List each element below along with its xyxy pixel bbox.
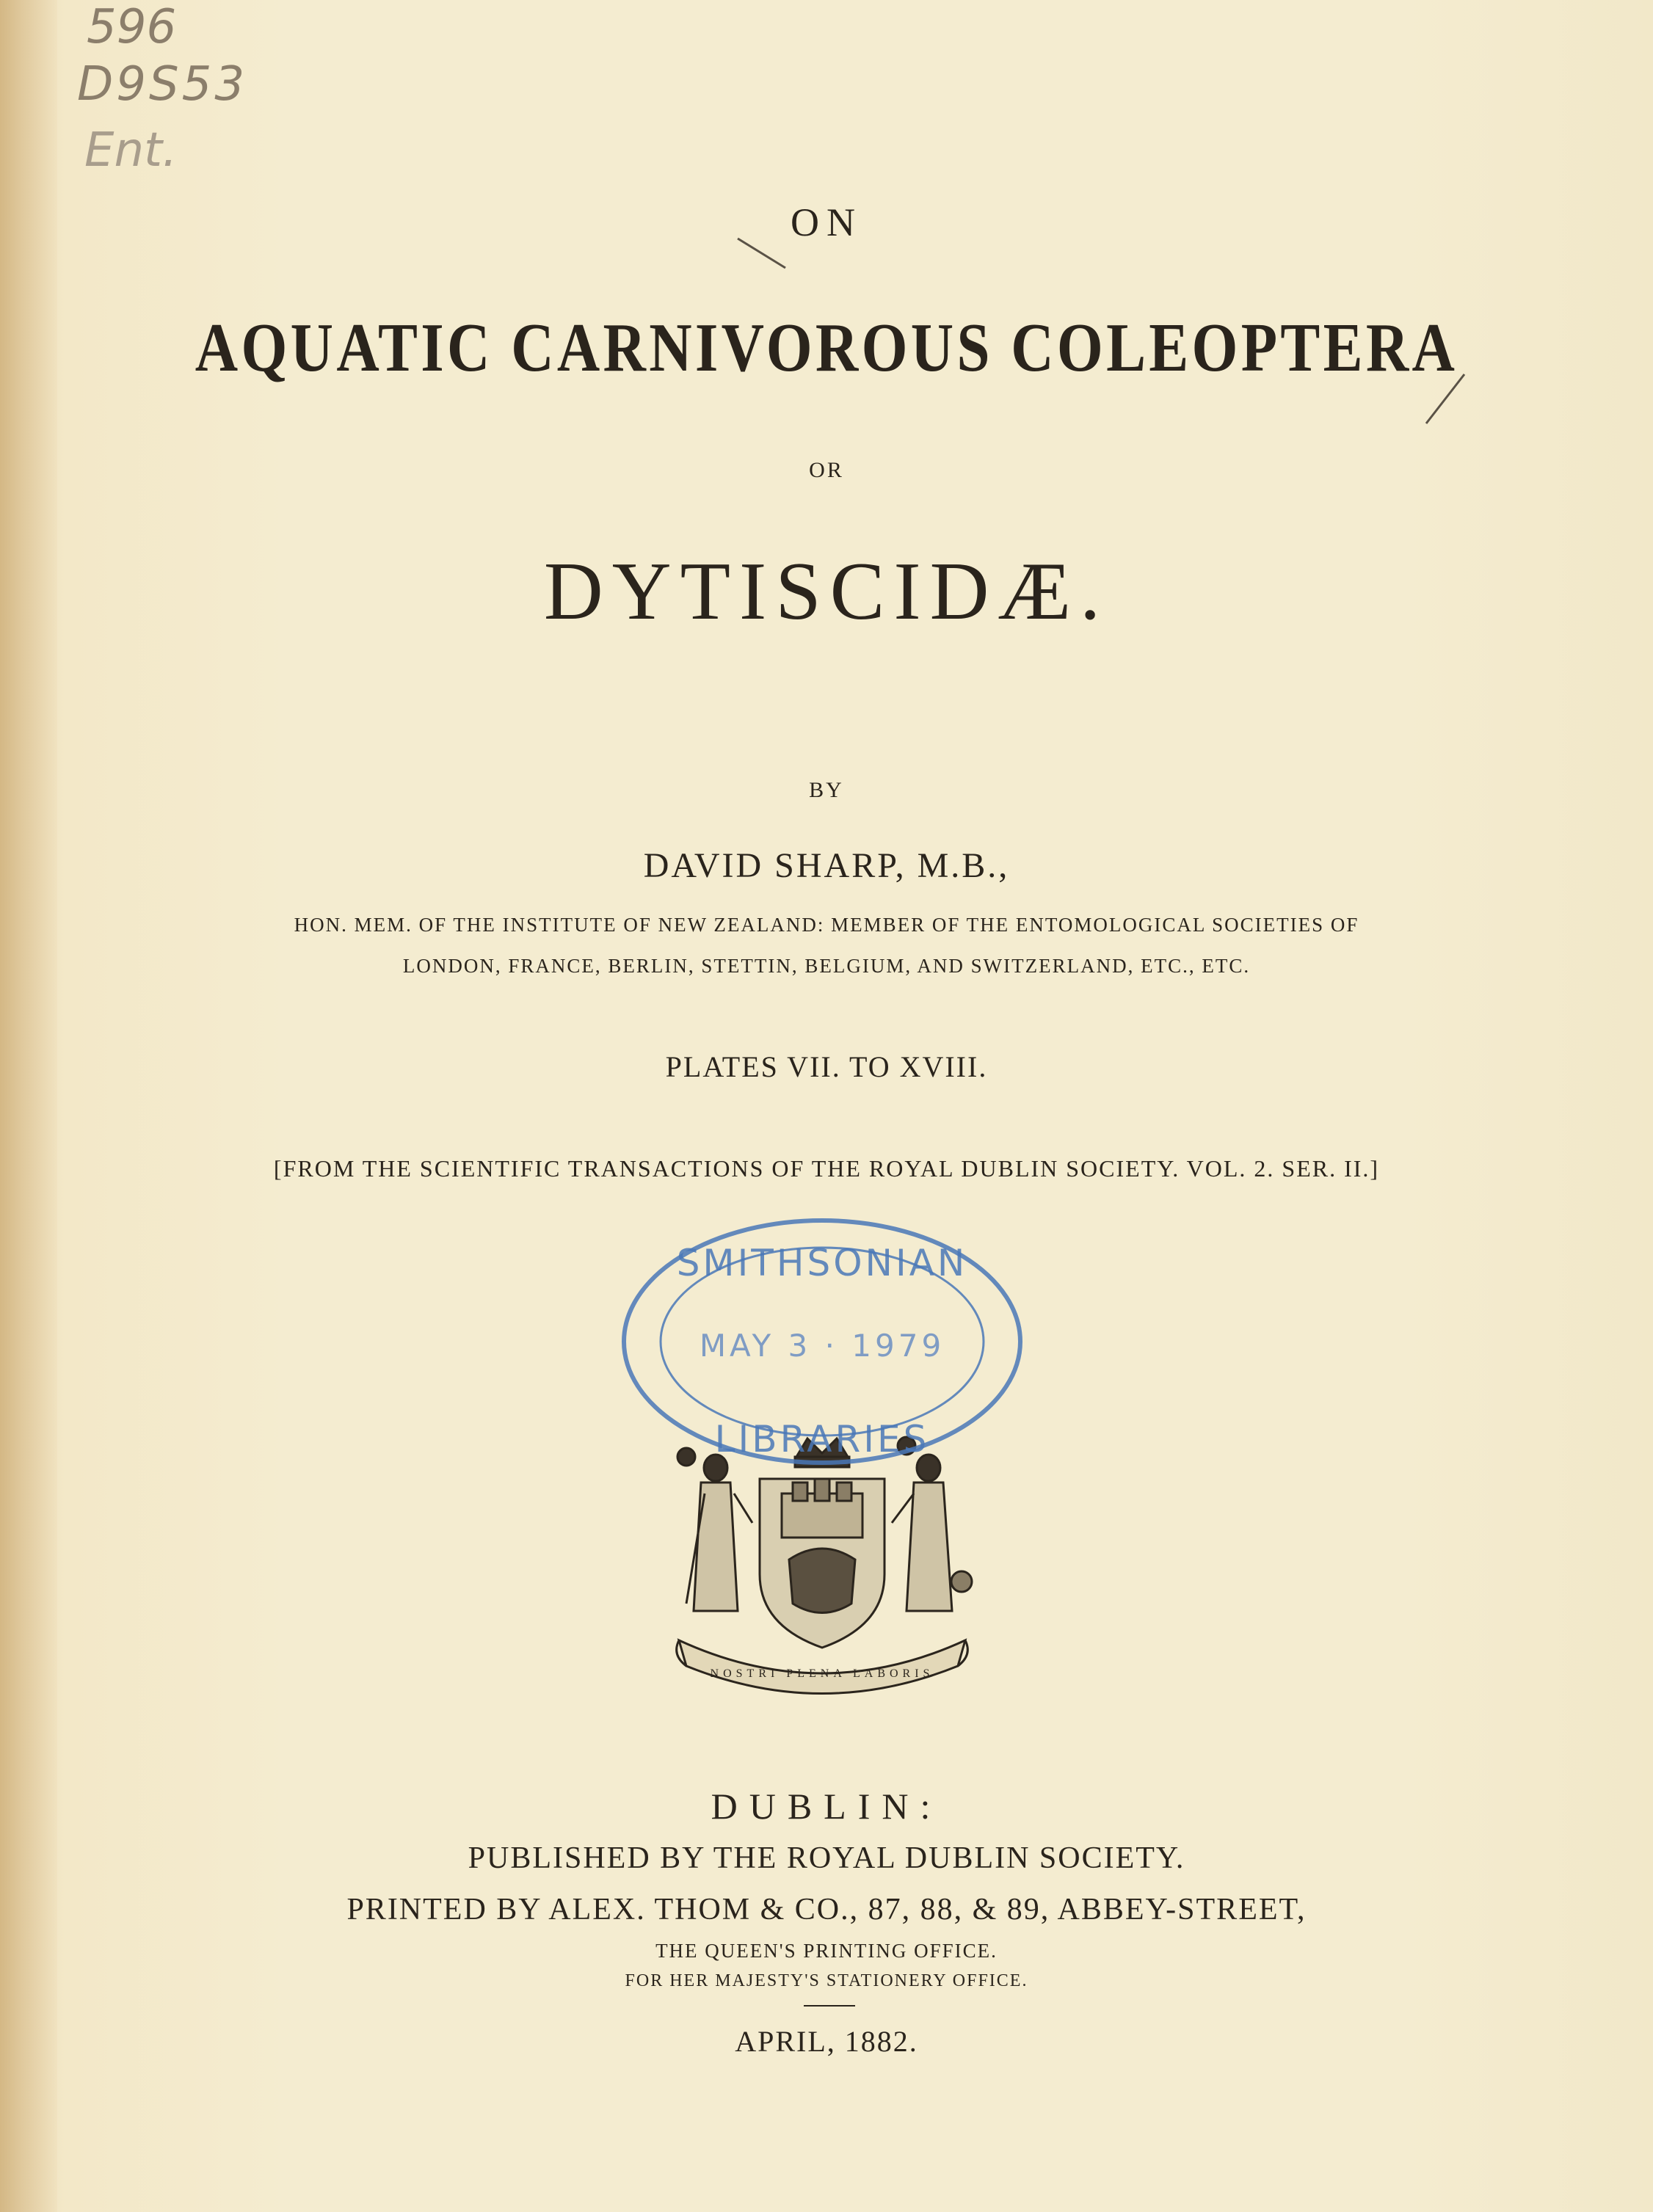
title-family: DYTISCIDÆ. (543, 546, 1110, 637)
imprint-publisher: PUBLISHED BY THE ROYAL DUBLIN SOCIETY. (468, 1841, 1185, 1875)
title-or: OR (809, 458, 844, 482)
byline-by: BY (809, 778, 844, 802)
imprint-office-1: THE QUEEN'S PRINTING OFFICE. (655, 1940, 998, 1962)
library-stamp (609, 1209, 1035, 1474)
title-on: ON (791, 200, 862, 244)
shelfmark-line-3: Ent. (84, 123, 178, 178)
author-name: DAVID SHARP, M.B., (643, 846, 1010, 885)
imprint-divider (804, 2005, 855, 2007)
source-note: [FROM THE SCIENTIFIC TRANSACTIONS OF THE ROYAL DUBLIN SOCIETY. VOL. 2. SER. II.] (273, 1155, 1380, 1182)
imprint-printer: PRINTED BY ALEX. THOM & CO., 87, 88, & 89, ABBEY-STREET, (346, 1893, 1307, 1927)
crest-motto: NOSTRI PLENA LABORIS (710, 1667, 934, 1680)
page-title: AQUATIC CARNIVOROUS COLEOPTERA (195, 310, 1458, 386)
imprint-office-2: FOR HER MAJESTY'S STATIONERY OFFICE. (625, 1971, 1028, 1990)
imprint-date: APRIL, 1882. (735, 2025, 918, 2058)
shelfmark-line-2: D9S53 (77, 57, 248, 112)
stamp-top-text: SMITHSONIAN (676, 1242, 968, 1284)
plates-line: PLATES VII. TO XVIII. (665, 1050, 988, 1083)
stamp-bottom-text: LIBRARIES (714, 1418, 930, 1460)
stamp-date: MAY 3 · 1979 (699, 1328, 945, 1364)
author-credentials-2: LONDON, FRANCE, BERLIN, STETTIN, BELGIUM, AND SWITZERLAND, ETC., ETC. (402, 955, 1251, 977)
page-edge-shadow (0, 0, 57, 2212)
shelfmark-line-1: 596 (87, 0, 177, 54)
author-credentials-1: HON. MEM. OF THE INSTITUTE OF NEW ZEALAND: MEMBER OF THE ENTOMOLOGICAL SOCIETIES OF (294, 914, 1359, 936)
imprint-city: DUBLIN: (711, 1786, 942, 1827)
